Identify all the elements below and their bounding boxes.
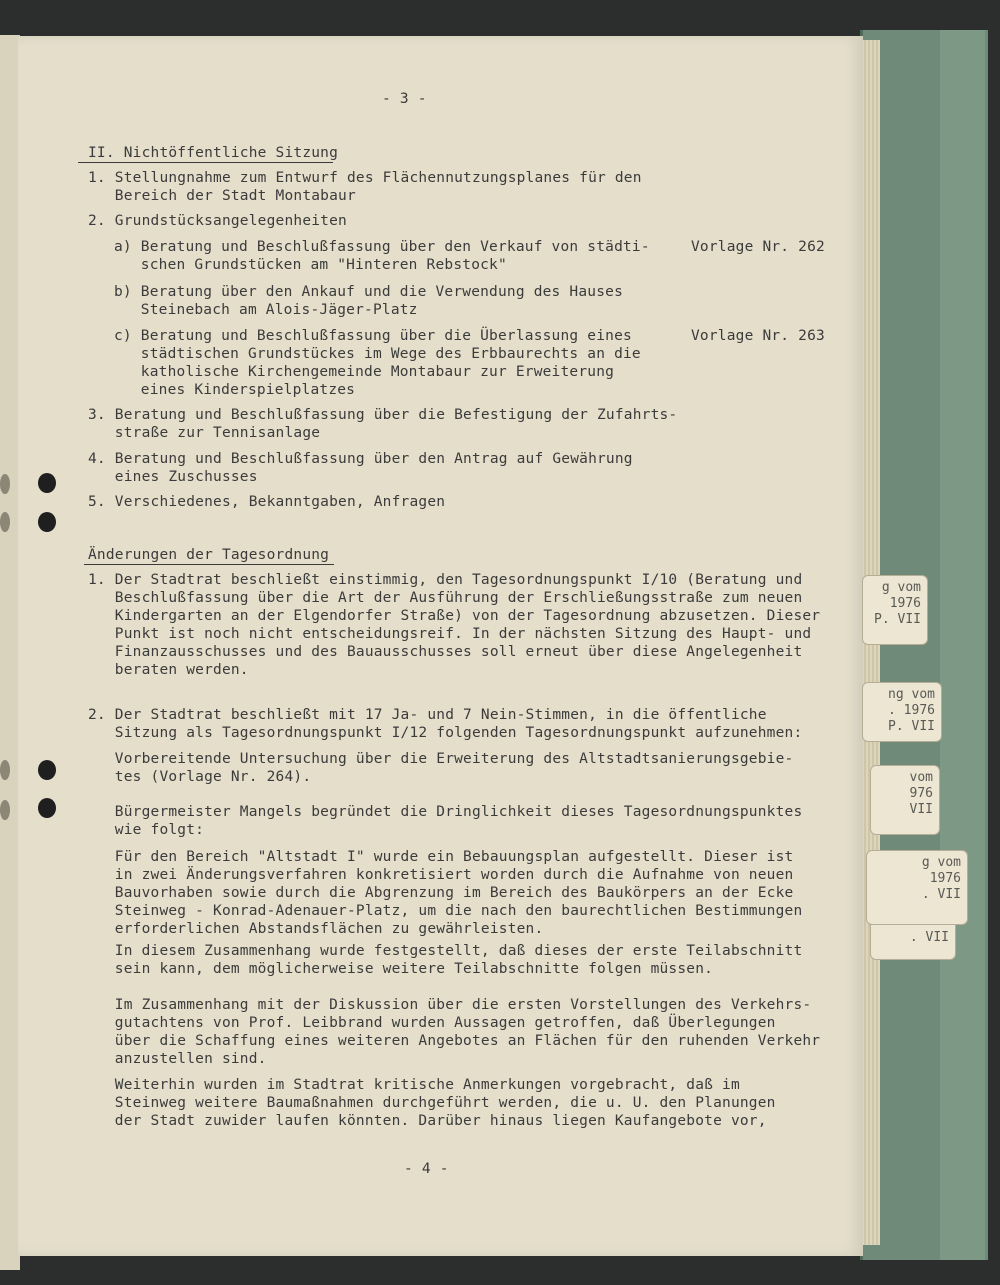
agenda-item-1-line: Bereich der Stadt Montabaur — [88, 188, 356, 204]
page-number-bottom: - 4 - — [404, 1161, 449, 1177]
agenda-item-2b-line: Steinebach am Alois-Jäger-Platz — [114, 302, 418, 318]
paragraph-line: Weiterhin wurden im Stadtrat kritische Anmerkungen vorgebracht, daß im — [88, 1077, 740, 1093]
agenda-item-3-line: straße zur Tennisanlage — [88, 425, 321, 441]
agenda-item-2a-line: schen Grundstücken am "Hinteren Rebstock" — [114, 257, 507, 273]
paragraph-line: Bürgermeister Mangels begründet die Dringlichkeit dieses Tagesordnungspunktes — [88, 804, 803, 820]
section-heading: Änderungen der Tagesordnung — [88, 547, 330, 563]
tab-line: VII — [909, 802, 933, 817]
paragraph-line: Im Zusammenhang mit der Diskussion über die ersten Vorstellungen des Verkehrs- — [88, 997, 812, 1013]
paragraph-line: Für den Bereich "Altstadt I" wurde ein Bebauungsplan aufgestellt. Dieser ist — [88, 849, 794, 865]
agenda-item-2b-line: b) Beratung über den Ankauf und die Verwendung des Hauses — [114, 284, 623, 300]
paragraph-line: gutachtens von Prof. Leibbrand wurden Aussagen getroffen, daß Überlegungen — [88, 1015, 776, 1031]
vorlage-reference: Vorlage Nr. 262 — [691, 239, 825, 255]
agenda-item-1-line: 1. Stellungnahme zum Entwurf des Flächennutzungsplanes für den — [88, 170, 642, 186]
agenda-item-4-line: eines Zuschusses — [88, 469, 258, 485]
page-number-top: - 3 - — [382, 91, 427, 107]
heading-underline — [84, 564, 334, 565]
tab-line: 976 — [909, 786, 933, 801]
paragraph-line: der Stadt zuwider laufen könnten. Darüber hinaus liegen Kaufangebote vor, — [88, 1113, 767, 1129]
paragraph-line: Steinweg weitere Baumaßnahmen durchgeführt werden, die u. U. den Planungen — [88, 1095, 776, 1111]
paragraph-line: erforderlichen Abstandsflächen zu gewährleisten. — [88, 921, 544, 937]
section-heading: II. Nichtöffentliche Sitzung — [88, 145, 339, 161]
heading-underline — [78, 162, 333, 163]
paragraph-line: tes (Vorlage Nr. 264). — [88, 769, 312, 785]
agenda-item-5: 5. Verschiedenes, Bekanntgaben, Anfragen — [88, 494, 446, 510]
paragraph-line: Vorbereitende Untersuchung über die Erweiterung des Altstadtsanierungsgebie- — [88, 751, 794, 767]
tab-line: ng vom — [888, 687, 935, 702]
agenda-item-2c-line: c) Beratung und Beschlußfassung über die Überlassung eines — [114, 328, 632, 344]
tab-line: . 1976 — [888, 703, 935, 718]
paragraph-line: Bauvorhaben sowie durch die Abgrenzung im Bereich des Baukörpers an der Ecke — [88, 885, 794, 901]
agenda-item-2c-line: eines Kinderspielplatzes — [114, 382, 356, 398]
paragraph-line: In diesem Zusammenhang wurde festgestellt, daß dieses der erste Teilabschnitt — [88, 943, 803, 959]
tab-line: g vom — [881, 580, 921, 595]
paragraph-line: 1. Der Stadtrat beschließt einstimmig, den Tagesordnungspunkt I/10 (Beratung und — [88, 572, 803, 588]
paragraph-line: wie folgt: — [88, 822, 205, 838]
tab-line: 1976 — [929, 871, 961, 886]
tab-line: . VII — [921, 887, 961, 902]
paragraph-line: sein kann, dem möglicherweise weitere Teilabschnitte folgen müssen. — [88, 961, 714, 977]
tab-line: . VII — [909, 930, 949, 945]
paragraph-line: Beschlußfassung über die Art der Ausführung der Erschließungsstraße zum neuen — [88, 590, 803, 606]
tab-line: vom — [909, 770, 933, 785]
paragraph-line: Kindergarten an der Elgendorfer Straße) von der Tagesordnung abzusetzen. Dieser — [88, 608, 821, 624]
tab-line: g vom — [921, 855, 961, 870]
paragraph-line: über die Schaffung eines weiteren Angebotes an Flächen für den ruhenden Verkehr — [88, 1033, 821, 1049]
agenda-item-3-line: 3. Beratung und Beschlußfassung über die Befestigung der Zufahrts- — [88, 407, 678, 423]
agenda-item-4-line: 4. Beratung und Beschlußfassung über den Antrag auf Gewährung — [88, 451, 633, 467]
paragraph-line: in zwei Änderungsverfahren konkretisiert worden durch die Aufnahme von neuen — [88, 867, 794, 883]
agenda-item-2c-line: städtischen Grundstückes im Wege des Erbbaurechts an die — [114, 346, 641, 362]
paragraph-line: Finanzausschusses und des Bauausschusses soll erneut über diese Angelegenheit — [88, 644, 803, 660]
paragraph-line: 2. Der Stadtrat beschließt mit 17 Ja- und 7 Nein-Stimmen, in die öffentliche — [88, 707, 767, 723]
paragraph-line: Steinweg - Konrad-Adenauer-Platz, um die nach den baurechtlichen Bestimmungen — [88, 903, 803, 919]
agenda-item-2c-line: katholische Kirchengemeinde Montabaur zur Erweiterung — [114, 364, 615, 380]
vorlage-reference: Vorlage Nr. 263 — [691, 328, 825, 344]
paragraph-line: Sitzung als Tagesordnungspunkt I/12 folgenden Tagesordnungspunkt aufzunehmen: — [88, 725, 803, 741]
tab-line: P. VII — [888, 719, 935, 734]
tab-line: 1976 — [889, 596, 921, 611]
paragraph-line: Punkt ist noch nicht entscheidungsreif. In der nächsten Sitzung des Haupt- und — [88, 626, 812, 642]
agenda-item-2a-line: a) Beratung und Beschlußfassung über den Verkauf von städti- — [114, 239, 650, 255]
paragraph-line: beraten werden. — [88, 662, 249, 678]
paragraph-line: anzustellen sind. — [88, 1051, 267, 1067]
agenda-item-2: 2. Grundstücksangelegenheiten — [88, 213, 347, 229]
tab-line: P. VII — [874, 612, 921, 627]
